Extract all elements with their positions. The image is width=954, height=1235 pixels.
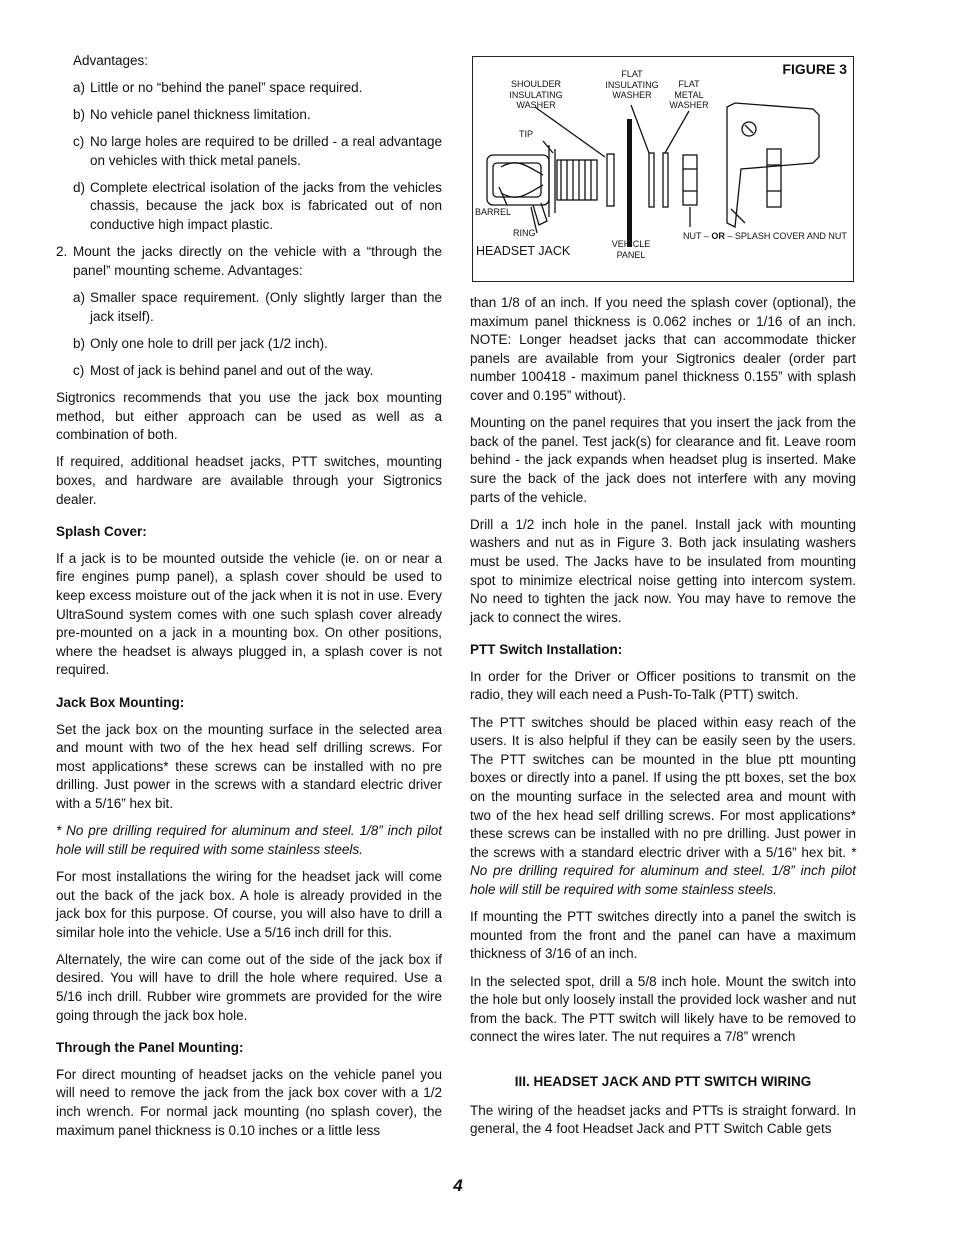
paragraph-through-panel: For direct mounting of headset jacks on the vehicle panel you will need to remove the jack from the jack box cover with a 1/2 inch wrench. For normal jack mounting (no splash cover), the maximum panel thickness is 0.10 inches or a little less [56, 1066, 442, 1138]
figure-title: FIGURE 3 [782, 61, 847, 77]
paragraph-ptt-intro: In order for the Driver or Officer positions to transmit on the radio, they will each need a Push-To-Talk (PTT) switch. [470, 668, 856, 703]
list-item: b) Only one hole to drill per jack (1/2 inch). [73, 335, 328, 351]
label-headset-jack: HEADSET JACK [476, 244, 571, 258]
paragraph-ptt-drill: In the selected spot, drill a 5/8 inch hole. Mount the switch into the hole but only loosely install the provided lock washer and nut from the back. The PTT switch will likely have to be removed to connect the wires later. The nut requires a 7/8” wrench [470, 973, 856, 1045]
list-item: c) Most of jack is behind panel and out of the way. [73, 362, 374, 378]
paragraph-jack-box: Set the jack box on the mounting surface in the selected area and mount with two of the hex head self drilling screws. For most applications* these screws can be installed with no pre drilling. Just power in the screws with a standard electric driver with a 5/16” hex bit. [56, 721, 442, 811]
label-shoulder-washer: SHOULDER INSULATING WASHER [509, 79, 563, 110]
paragraph-recommend: Sigtronics recommends that you use the jack box mounting method, but either approach can be used as well as a combination of both. [56, 390, 442, 443]
left-column [56, 52, 442, 1149]
heading-jack-box: Jack Box Mounting: [56, 694, 185, 710]
paragraph-wiring: For most installations the wiring for the headset jack will come out the back of the jack box. A hole is already provided in the jack box for this purpose. Of course, you will also have to drill a similar hole into the vehicle. Use a 5/16 inch drill for this. [56, 868, 442, 940]
list-item: b) No vehicle panel thickness limitation. [73, 106, 311, 122]
paragraph-mounting: Mounting on the panel requires that you insert the jack from the back of the panel. Test jack(s) for clearance and fit. Leave room behind - the jack expands when headset plug is inserted. Make sure the back of the jack does not interfere with any moving parts of the vehicle. [470, 415, 856, 505]
advantages-title: Advantages: [73, 53, 149, 68]
figure-3 [472, 56, 854, 282]
label-flat-insulating-washer: FLAT INSULATING WASHER [605, 69, 659, 100]
paragraph-continue: than 1/8 of an inch. If you need the splash cover (optional), the maximum panel thickness is 0.062 inches or 1/16 of an inch. NOTE: Longer headset jacks that can accommodate thicker panels are available from your Sigtronics dealer (order part number 100418 - maximum panel thickness 0.155” with splash cover and 0.195” without). [470, 295, 856, 403]
paragraph-splash: If a jack is to be mounted outside the vehicle (ie. on or near a fire engines pump panel), a splash cover should be used to keep excess moisture out of the jack when it is not in use. Every UltraSound system comes with one such splash cover already pre-mounted on a jack in a mounting box. On other positions, where the headset is always plugged in, a splash cover is not required. [56, 550, 442, 678]
heading-splash-cover: Splash Cover: [56, 524, 147, 540]
right-column [470, 294, 856, 1147]
list-item: a) Little or no “behind the panel” space required. [73, 79, 363, 95]
paragraph-ptt-panel: If mounting the PTT switches directly into a panel the switch is mounted from the front and the panel can have a maximum thickness of 3/16 of an inch. [470, 909, 856, 962]
label-flat-metal-washer: FLAT METAL WASHER [669, 79, 709, 110]
label-ring: RING [513, 228, 536, 238]
label-vehicle-panel: VEHICLE PANEL [611, 239, 651, 260]
list-item: d) Complete electrical isolation of the jacks from the vehicles chassis, because the jack box is fabricated out of non conductive high impact plastic. [73, 179, 442, 232]
note-jack-box: * No pre drilling required for aluminum and steel. 1/8” inch pilot hole will still be required with some stainless steels. [56, 823, 442, 857]
paragraph-ptt-placement: The PTT switches should be placed within easy reach of the users. It is also helpful if they can be easily seen by the users. The PTT switches can be mounted in the blue ptt mounting boxes or directly into a panel. If using the ptt boxes, set the box on the mounting surface in the selected area and mount with two of the hex head self drilling screws. For most applications* these screws can be installed with no pre drilling. Just power in the screws with a standard electric driver with a 5/16” hex bit. * No pre drilling required for aluminum and steel. 1/8” inch pilot hole will still be required with some stainless steels. [470, 714, 856, 897]
heading-ptt-installation: PTT Switch Installation: [470, 642, 623, 658]
paragraph-alternate: Alternately, the wire can come out of the side of the jack box if desired. You will have to drill the hole where required. Use a 5/16 inch drill. Rubber wire grommets are provided for the wire going through the jack box hole. [56, 951, 442, 1023]
paragraph-wiring-intro: The wiring of the headset jacks and PTTs is straight forward. In general, the 4 foot Headset Jack and PTT Switch Cable gets [470, 1102, 856, 1137]
numbered-item-2: 2. Mount the jacks directly on the vehicle with a “through the panel” mounting scheme. Advantages: [56, 244, 442, 278]
list-item: c) No large holes are required to be drilled - a real advantage on vehicles with thick metal panels. [73, 133, 442, 168]
list-item: a) Smaller space requirement. (Only slightly larger than the jack itself). [73, 289, 442, 324]
paragraph-additional: If required, additional headset jacks, PTT switches, mounting boxes, and hardware are available through your Sigtronics dealer. [56, 454, 442, 507]
section-heading-wiring: III. HEADSET JACK AND PTT SWITCH WIRING [514, 1073, 812, 1089]
label-barrel: BARREL [475, 207, 512, 217]
label-nut-or-splash-cover: NUT – OR – SPLASH COVER AND NUT [683, 231, 847, 241]
paragraph-drill: Drill a 1/2 inch hole in the panel. Install jack with mounting washers and nut as in Figure 3. Both jack insulating washers must be used. The Jacks have to be insulated from mounting spot to minimize electrical noise getting into intercom system. No need to tighten the jack now. You may have to remove the jack to connect the wires. [470, 516, 856, 625]
heading-through-panel: Through the Panel Mounting: [56, 1040, 244, 1056]
label-tip: TIP [519, 129, 534, 139]
page-number: 4 [453, 1176, 463, 1195]
